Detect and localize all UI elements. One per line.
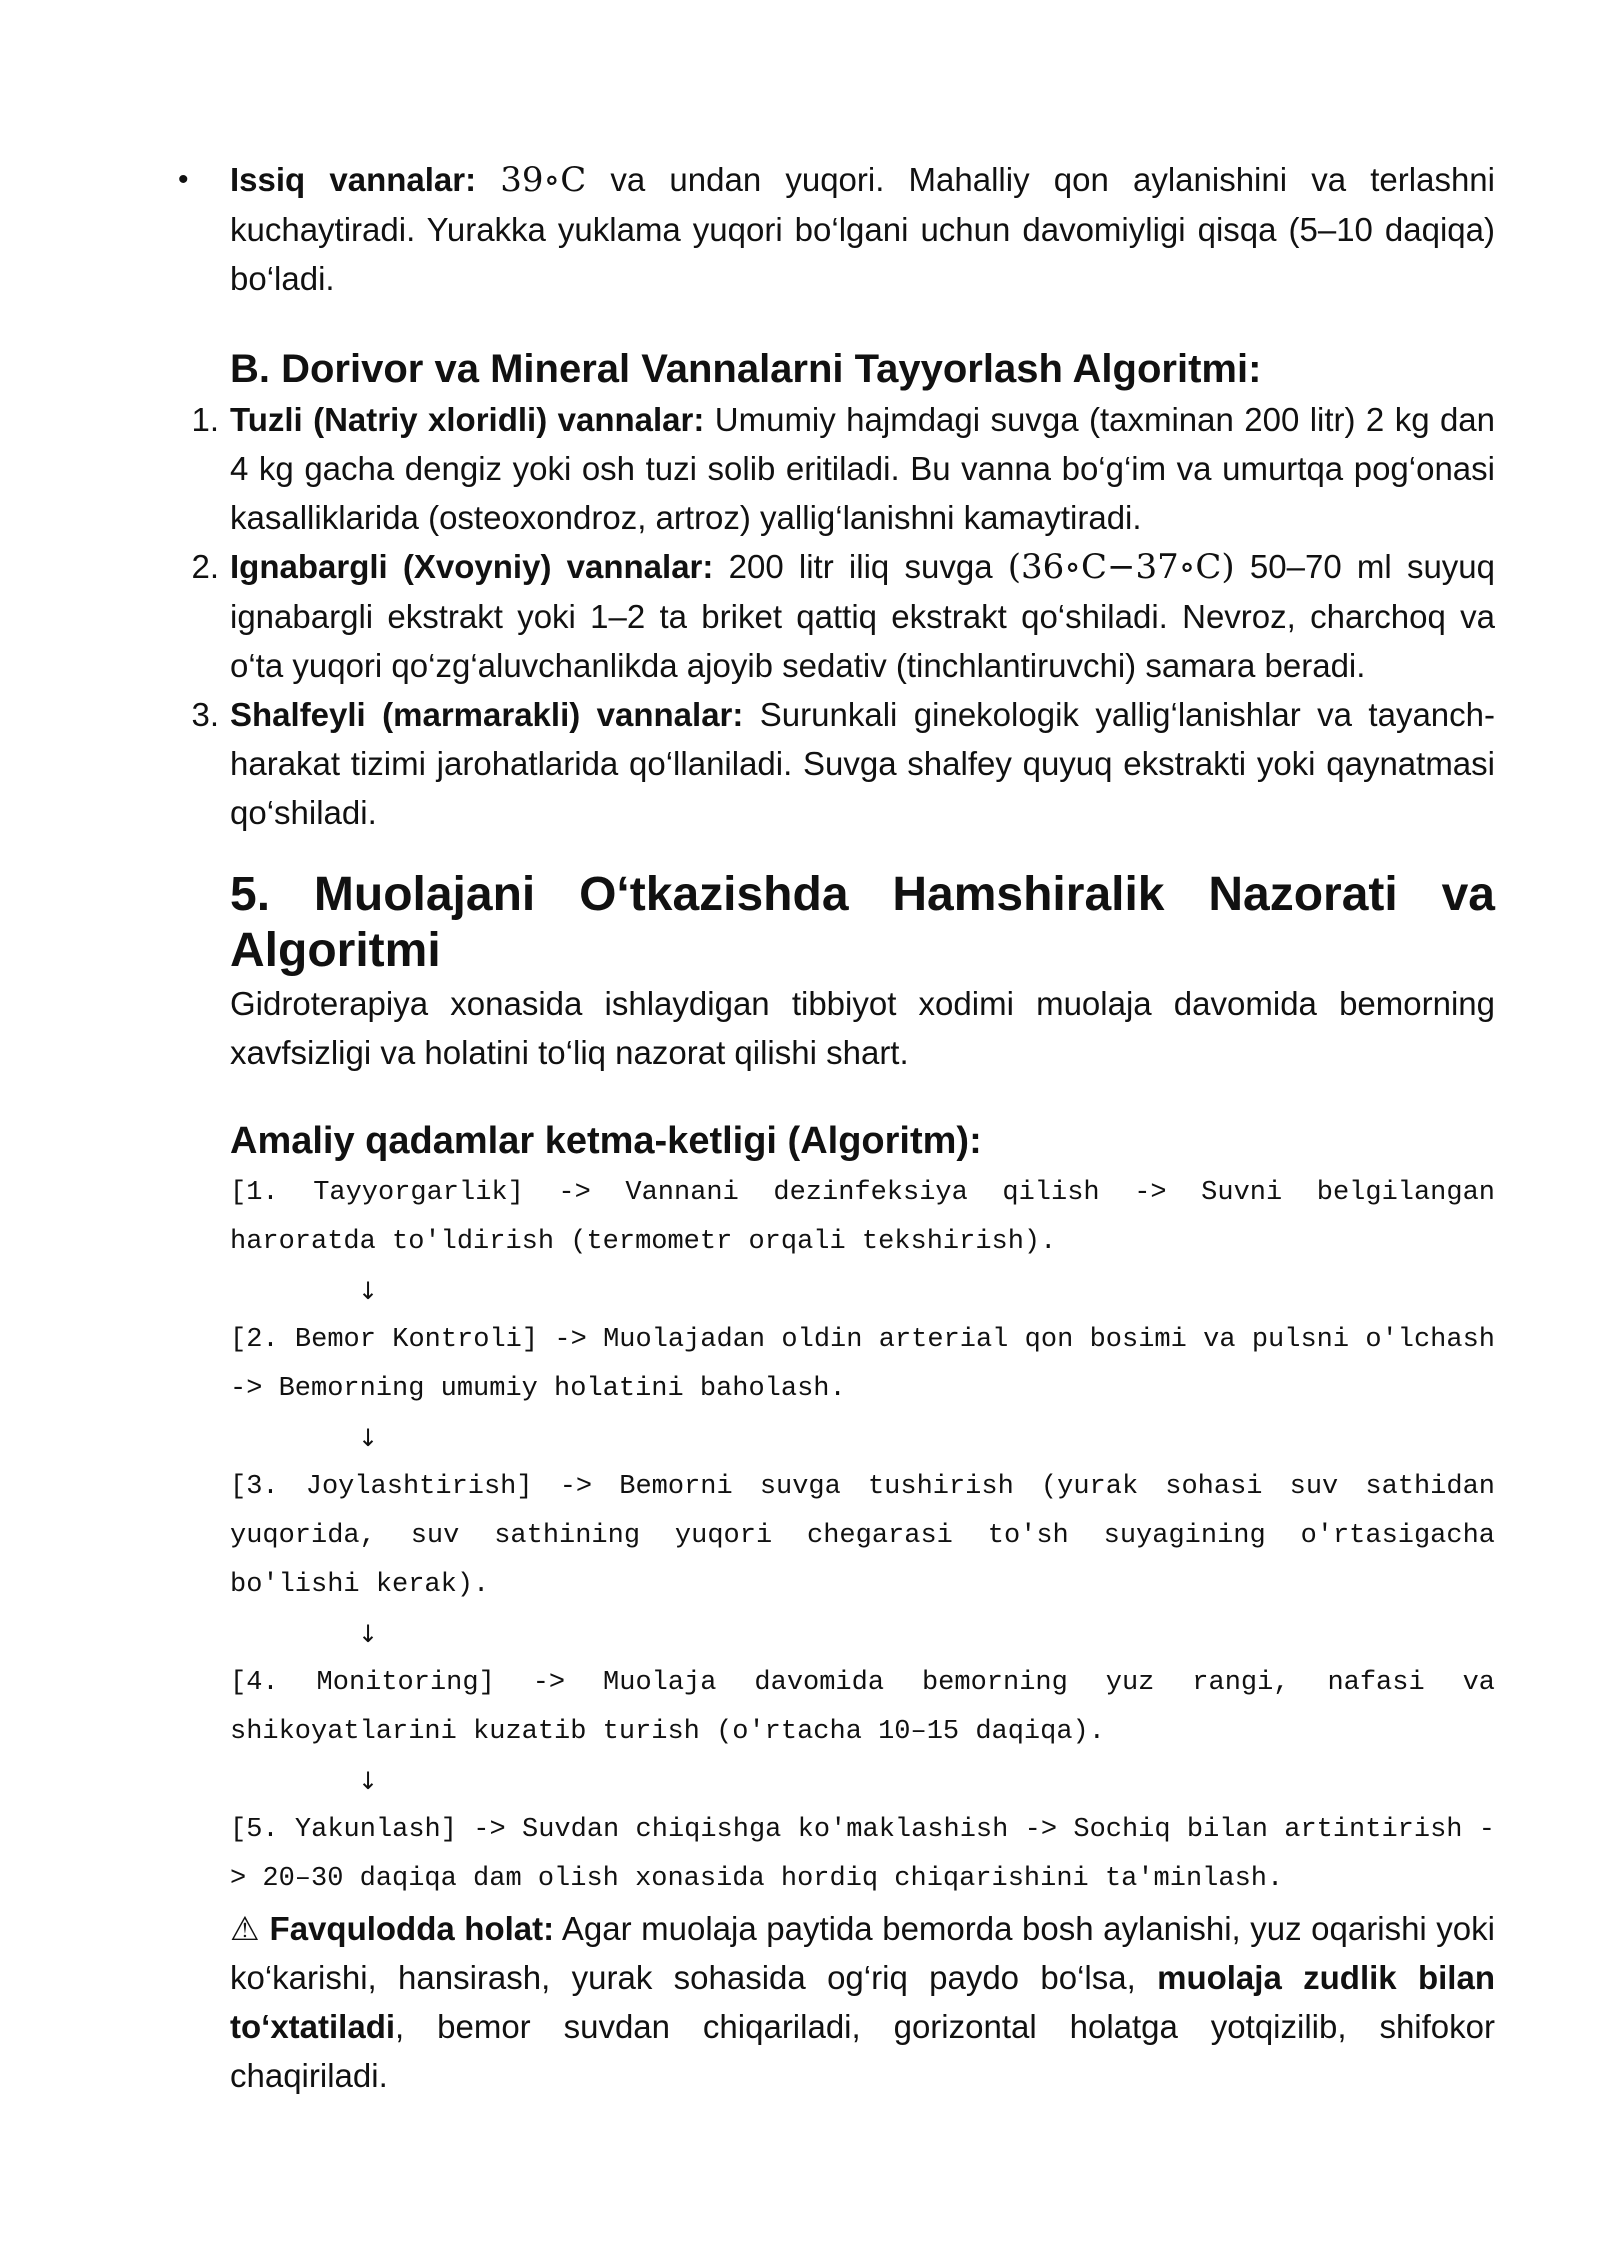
warning-text-end: , bemor suvdan chiqariladi, gorizontal holatga yotqizilib, shifokor chaqiriladi. xyxy=(230,2008,1495,2094)
warning-bold-text: muolaja zudlik bilan to‘xtatiladi xyxy=(230,1959,1495,2045)
list-item-salt-baths xyxy=(191,395,1496,542)
hot-baths-label: Issiq vannalar: xyxy=(230,161,477,198)
warning-text: Agar muolaja paytida bemorda bosh aylanishi, yuz oqarishi yoki ko‘karishi, hansirash, yurak sohasida og‘riq paydo bo‘lsa, xyxy=(230,1910,1495,1996)
down-arrow-icon: ↓ xyxy=(358,1424,379,1452)
list-item-text: 200 litr iliq suvga xyxy=(728,548,993,585)
section-b-heading: B. Dorivor va Mineral Vannalarni Tayyorlash Algoritmi: xyxy=(230,347,1262,391)
list-item-label: Shalfeyli (marmarakli) vannalar: xyxy=(230,696,744,733)
list-item-text: Umumiy hajmdagi suvga (taxminan 200 litr) 2 kg dan 4 kg gacha dengiz yoki osh tuzi solib eritiladi. Bu vanna bo‘g‘im va umurtqa pog‘onasi kasalliklarida (osteoxondroz, artroz) yallig‘lanishni kamaytiradi. xyxy=(230,401,1496,536)
section-b-list xyxy=(191,395,1496,837)
algorithm-step: [3. Joylashtirish] -> Bemorni suvga tushirish (yurak sohasi suv sathidan yuqorida, suv sathining yuqori chegarasi to'sh suyagining o'rtasigacha bo'lishi kerak). xyxy=(230,1472,1495,1600)
list-item-number: 3. xyxy=(191,696,219,733)
algorithm-step: [4. Monitoring] -> Muolaja davomida bemorning yuz rangi, nafasi va shikoyatlarini kuzatib turish (o'rtacha 10–15 daqiqa). xyxy=(230,1668,1495,1747)
algorithm-steps xyxy=(230,1169,1495,1904)
hot-baths-text: va undan yuqori. Mahalliy qon aylanishini va terlashni kuchaytiradi. Yurakka yuklama yuqori bo‘lgani uchun davomiyligi qisqa (5–10 daqiqa) bo‘ladi. xyxy=(230,161,1495,297)
page-content xyxy=(178,155,1496,2100)
down-arrow-icon: ↓ xyxy=(358,1620,379,1648)
list-item-conifer-baths xyxy=(191,542,1496,690)
warning-icon: ⚠ xyxy=(230,1910,260,1947)
algorithm-step: [5. Yakunlash] -> Suvdan chiqishga ko'maklashish -> Sochiq bilan artintirish -> 20–30 daqiqa dam olish xonasida hordiq chiqarishini ta'minlash. xyxy=(230,1815,1495,1894)
bullet-icon: • xyxy=(178,163,189,196)
list-item-label: Ignabargli (Xvoyniy) vannalar: xyxy=(230,548,714,585)
down-arrow-icon: ↓ xyxy=(358,1277,379,1305)
down-arrow-icon: ↓ xyxy=(358,1767,379,1795)
emergency-warning xyxy=(230,1904,1495,2100)
list-item-temperature: (36∘C−37∘C) xyxy=(1007,547,1235,587)
hot-baths-item xyxy=(178,155,1495,303)
list-item-text: Surunkali ginekologik yallig‘lanishlar va tayanch-harakat tizimi jarohatlarida qo‘llaniladi. Suvga shalfey quyuq ekstrakti yoki qaynatmasi qo‘shiladi. xyxy=(230,696,1495,831)
list-item-label: Tuzli (Natriy xloridli) vannalar: xyxy=(230,401,705,438)
list-item-number: 2. xyxy=(191,548,219,585)
algorithm-step: [1. Tayyorgarlik] -> Vannani dezinfeksiya qilish -> Suvni belgilangan haroratda to'ldirish (termometr orqali tekshirish). xyxy=(230,1178,1495,1257)
section-5-intro: Gidroterapiya xonasida ishlaydigan tibbiyot xodimi muolaja davomida bemorning xavfsizligi va holatini to‘liq nazorat qilishi shart. xyxy=(230,985,1495,1071)
warning-label: Favqulodda holat: xyxy=(269,1910,555,1947)
algorithm-step: [2. Bemor Kontroli] -> Muolajadan oldin arterial qon bosimi va pulsni o'lchash -> Bemorning umumiy holatini baholash. xyxy=(230,1325,1495,1404)
algorithm-subheading: Amaliy qadamlar ketma-ketligi (Algoritm): xyxy=(230,1120,982,1162)
list-item-sage-baths xyxy=(191,690,1495,837)
section-5-heading: 5. Muolajani O‘tkazishda Hamshiralik Nazorati va Algoritmi xyxy=(230,868,1495,977)
list-item-number: 1. xyxy=(191,401,219,438)
list-item-text: 50–70 ml suyuq ignabargli ekstrakt yoki 1–2 ta briket qattiq ekstrakt qo‘shiladi. Nevroz, charchoq va o‘ta yuqori qo‘zg‘aluvchanlikda ajoyib sedativ (tinchlantiruvchi) samara beradi. xyxy=(230,548,1496,684)
hot-baths-temperature: 39∘C xyxy=(500,160,587,200)
